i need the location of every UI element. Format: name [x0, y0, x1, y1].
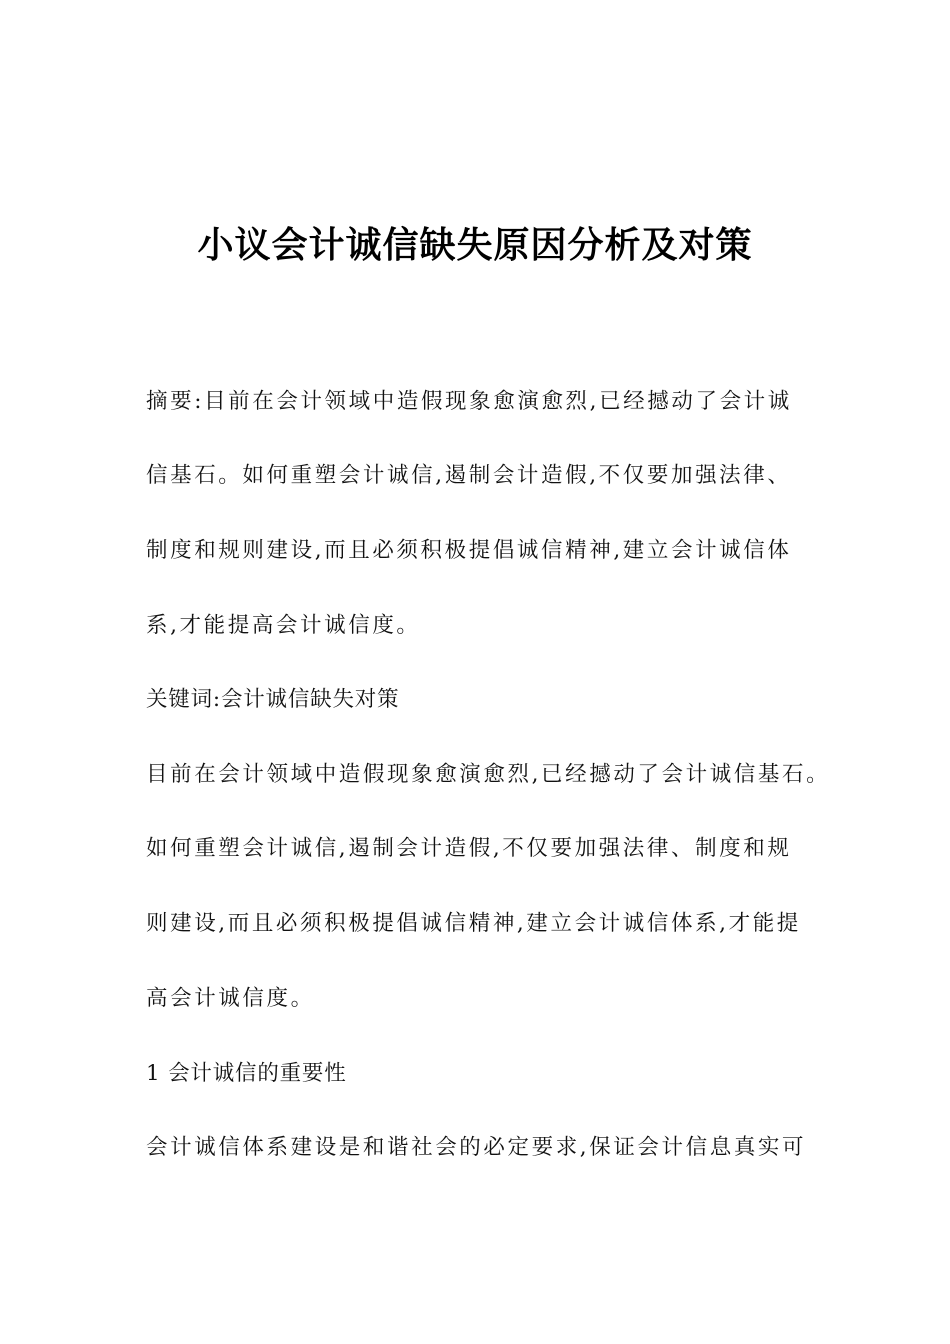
abstract-line-1: 摘要:目前在会计领域中造假现象愈演愈烈,已经撼动了会计诚: [146, 389, 792, 414]
section-1-heading: 1 会计诚信的重要性: [146, 1061, 347, 1086]
intro-line-3: 则建设,而且必须积极提倡诚信精神,建立会计诚信体系,才能提: [146, 911, 801, 936]
abstract-line-2: 信基石。如何重塑会计诚信,遏制会计造假,不仅要加强法律、: [146, 463, 792, 488]
abstract-line-3: 制度和规则建设,而且必须积极提倡诚信精神,建立会计诚信体: [146, 538, 792, 563]
intro-line-4: 高会计诚信度。: [146, 986, 315, 1011]
abstract-line-4: 系,才能提高会计诚信度。: [146, 613, 421, 638]
section-1-line-1: 会计诚信体系建设是和谐社会的必定要求,保证会计信息真实可: [146, 1135, 807, 1160]
keywords-line: 关键词:会计诚信缺失对策: [146, 687, 400, 712]
intro-line-1: 目前在会计领域中造假现象愈演愈烈,已经撼动了会计诚信基石。: [146, 762, 831, 787]
document-title: 小议会计诚信缺失原因分析及对策: [197, 225, 753, 266]
intro-line-2: 如何重塑会计诚信,遏制会计造假,不仅要加强法律、制度和规: [146, 836, 792, 861]
